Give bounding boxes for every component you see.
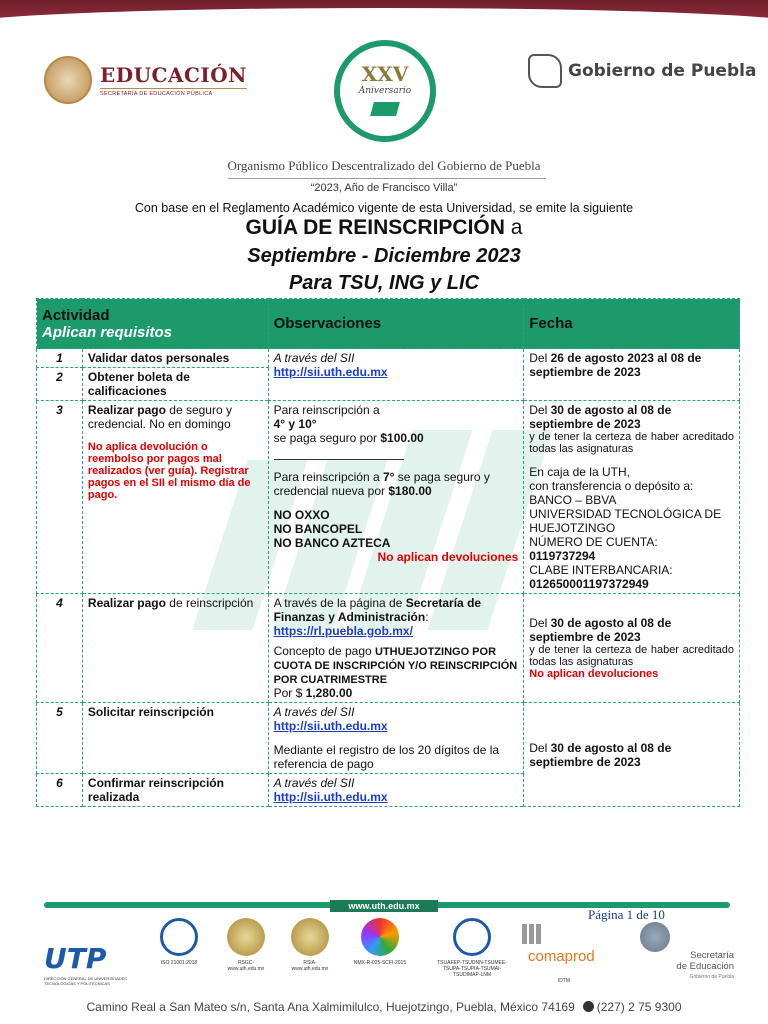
title-main: GUÍA DE REINSCRIPCIÓN	[245, 216, 505, 239]
obs-semesters: 4° y 10°	[273, 417, 317, 431]
idtm-label: IDTM	[557, 978, 571, 984]
row-observations	[268, 703, 524, 774]
ciees-icon	[453, 918, 491, 956]
organism-line: Organismo Público Descentralizado del Gobierno de Puebla	[227, 158, 541, 173]
educert-label: ISO 21001:2018	[160, 960, 198, 966]
bank-name: BANCO – BBVA	[529, 493, 617, 507]
no-banco-azteca: NO BANCO AZTECA	[273, 536, 391, 550]
obs-divider	[274, 459, 404, 460]
activity-header-label: Actividad	[42, 306, 110, 324]
sep-title-2: de Educación	[676, 961, 734, 972]
row-number: 6	[37, 774, 83, 807]
year-line: “2023, Año de Francisco Villa”	[310, 182, 458, 194]
sep-puebla-logo	[636, 926, 734, 983]
no-refunds: No aplican devoluciones	[377, 550, 519, 564]
activity-rest: de reinscripción	[165, 596, 254, 610]
sep-title-1: Secretaría	[690, 950, 734, 961]
obs-line: se paga seguro por	[273, 431, 381, 445]
finanzas-link[interactable]: https://rl.puebla.gob.mx/	[273, 624, 413, 638]
obs-line: Concepto de pago	[273, 644, 376, 658]
title-period: Septiembre - Diciembre 2023	[247, 245, 521, 267]
clabe-number: 012650001197372949	[529, 577, 649, 591]
no-bancopel: NO BANCOPEL	[273, 522, 363, 536]
no-refunds: No aplican devoluciones	[529, 668, 659, 680]
rsia-logo	[282, 918, 338, 972]
footer-url[interactable]: www.uth.edu.mx	[330, 900, 438, 912]
date-prefix: Del	[529, 616, 551, 630]
eagle-seal-icon	[44, 56, 92, 104]
account-label: NÚMERO DE CUENTA:	[529, 535, 658, 549]
obs-line: A través de la página de	[273, 596, 406, 610]
uth-mark-icon	[370, 102, 400, 116]
document-title	[0, 216, 768, 240]
payment-warning: No aplica devolución o reembolso por pagos mal realizados (ver guía). Registrar pagos en el SII el mismo día de pago.	[87, 441, 251, 501]
table-row	[37, 349, 740, 368]
row-date	[524, 703, 740, 807]
row-activity: Validar datos personales	[82, 349, 268, 368]
anniversary-subtitle: Aniversario	[358, 86, 412, 96]
educert-icon	[160, 918, 198, 956]
table-row	[37, 594, 740, 703]
utp-subtitle: DIRECCIÓN GENERAL DE UNIVERSIDADES TECNOLÓGICAS Y POLITÉCNICAS	[44, 976, 127, 986]
date-condition: y de tener la certeza de haber acreditado todas las asignaturas	[529, 644, 734, 668]
educacion-logo	[44, 56, 247, 104]
row-number: 1	[37, 349, 83, 368]
anniversary-title: XXV	[361, 62, 409, 86]
payment-place: En caja de la UTH,	[529, 465, 630, 479]
obs-amount: 1,280.00	[305, 686, 353, 700]
activity-header	[37, 299, 269, 349]
reenrollment-table	[36, 298, 740, 807]
table-row	[37, 703, 740, 774]
rsgc-seal-icon	[227, 918, 265, 956]
row-number: 4	[37, 594, 83, 703]
table-header-row	[37, 299, 740, 349]
table-row	[37, 401, 740, 594]
idtm-icon	[522, 924, 542, 944]
date-condition: y de tener la certeza de haber acreditado todas las asignaturas	[529, 431, 734, 455]
row-date	[524, 349, 740, 401]
observations-header: Observaciones	[268, 299, 524, 349]
account-holder: UNIVERSIDAD TECNOLÓGICA DE HUEJOTZINGO	[529, 507, 722, 535]
rsia-url: www.uth.edu.mx	[291, 966, 329, 972]
rsia-seal-icon	[291, 918, 329, 956]
sii-link[interactable]: http://sii.uth.edu.mx	[273, 790, 388, 804]
nmx-label: NMX-R-025-SCFI-2015	[353, 960, 407, 966]
nmx-logo	[346, 918, 414, 966]
obs-semester: 7°	[382, 470, 395, 484]
account-number: 0119737294	[529, 549, 596, 563]
sii-link[interactable]: http://sii.uth.edu.mx	[273, 719, 388, 733]
payment-method: con transferencia o depósito a:	[529, 479, 694, 493]
rsgc-url: www.uth.edu.mx	[227, 966, 265, 972]
activity-bold: Realizar pago	[87, 403, 166, 417]
activity-bold: Realizar pago	[87, 596, 166, 610]
nmx-icon	[361, 918, 399, 956]
row-number: 3	[37, 401, 83, 594]
date-header: Fecha	[524, 299, 740, 349]
row-date	[524, 401, 740, 594]
payment-concept: UTHUEJOTZINGO POR CUOTA DE INSCRIPCIÓN Y/O REINSCRIPCIÓN POR CUATRIMESTRE	[273, 646, 518, 686]
row-observations	[268, 594, 524, 703]
obs-line: Mediante el registro de los 20 dígitos de la referencia de pago	[273, 743, 500, 771]
title-programs: Para TSU, ING y LIC	[288, 272, 480, 294]
date-prefix: Del	[529, 740, 551, 755]
rsgc-label: RSGC-	[237, 960, 255, 966]
date-range: 30 de agosto al 08 de septiembre de 2023	[529, 616, 672, 644]
obs-amount: $100.00	[380, 431, 424, 445]
phone-icon	[583, 1001, 594, 1012]
obs-line: Para reinscripción a	[273, 403, 380, 417]
address-line	[0, 1000, 768, 1014]
no-oxxo: NO OXXO	[273, 508, 330, 522]
ciees-label: TSUAFEP-TSUDNN-TSUMEE-TSUPA-TSUPIA-TSUMAI-TSUDIMAP-LNM	[437, 960, 507, 978]
anniversary-logo	[334, 40, 436, 152]
utp-logo: UTP	[44, 942, 107, 975]
obs-line: :	[425, 610, 429, 624]
row-activity: Obtener boleta de calificaciones	[82, 368, 268, 401]
title-connector: a	[510, 216, 523, 239]
row-observations	[268, 774, 524, 807]
sii-link[interactable]: http://sii.uth.edu.mx	[273, 365, 388, 379]
educacion-title: EDUCACIÓN	[100, 63, 247, 87]
obs-line: se paga seguro y credencial nueva por	[273, 470, 490, 498]
page-number: Página 1 de 10	[588, 907, 665, 922]
finanzas-name: Secretaría de Finanzas y Administración	[273, 596, 482, 624]
obs-line: Por $	[273, 686, 306, 700]
row-observations	[268, 349, 524, 401]
obs-text: A través del SII	[273, 351, 355, 365]
obs-amount: $180.00	[388, 484, 432, 498]
ciees-logo	[432, 918, 512, 978]
row-number: 5	[37, 703, 83, 774]
rsia-label: RSIA-	[303, 960, 317, 966]
address-text: Camino Real a San Mateo s/n, Santa Ana Xalmimilulco, Huejotzingo, Puebla, México 74169	[86, 1000, 575, 1014]
gobierno-title: Gobierno de Puebla	[568, 61, 757, 81]
activity-rest: de seguro y credencial. No en domingo	[87, 403, 232, 431]
date-range: 30 de agosto al 08 de septiembre de 2023	[529, 740, 672, 769]
requirements-header-label: Aplican requisitos	[42, 323, 173, 341]
row-number: 2	[37, 368, 83, 401]
educacion-subtitle: SECRETARÍA DE EDUCACIÓN PÚBLICA	[100, 88, 247, 97]
row-observations	[268, 401, 524, 594]
row-activity: Solicitar reinscripción	[82, 703, 268, 774]
sep-subtitle: Gobierno de Puebla	[689, 974, 734, 980]
date-range: 26 de agosto 2023 al 08 de septiembre de 2023	[529, 351, 702, 379]
intro-line: Con base en el Reglamento Académico vigente de esta Universidad, se emite la siguiente	[134, 201, 634, 215]
comaprod-logo: comaprod	[528, 948, 595, 965]
rsgc-logo	[218, 918, 274, 972]
row-activity	[82, 594, 268, 703]
date-range: 30 de agosto al 08 de septiembre de 2023	[529, 403, 672, 431]
educert-logo	[148, 918, 210, 966]
row-activity: Confirmar reinscripción realizada	[82, 774, 268, 807]
footer-logos	[44, 918, 734, 994]
clabe-label: CLABE INTERBANCARIA:	[529, 563, 673, 577]
top-band-curve	[0, 8, 768, 42]
obs-text: A través del SII	[273, 776, 355, 790]
date-prefix: Del	[529, 351, 551, 365]
phone-number: (227) 2 75 9300	[596, 1000, 682, 1014]
gobierno-puebla-logo	[528, 54, 756, 88]
puebla-emblem-icon	[528, 54, 562, 88]
organism-divider	[228, 178, 546, 179]
obs-text: A través del SII	[273, 705, 355, 719]
obs-line: Para reinscripción a	[273, 470, 383, 484]
date-prefix: Del	[529, 403, 551, 417]
row-activity	[82, 401, 268, 594]
row-date	[524, 594, 740, 703]
